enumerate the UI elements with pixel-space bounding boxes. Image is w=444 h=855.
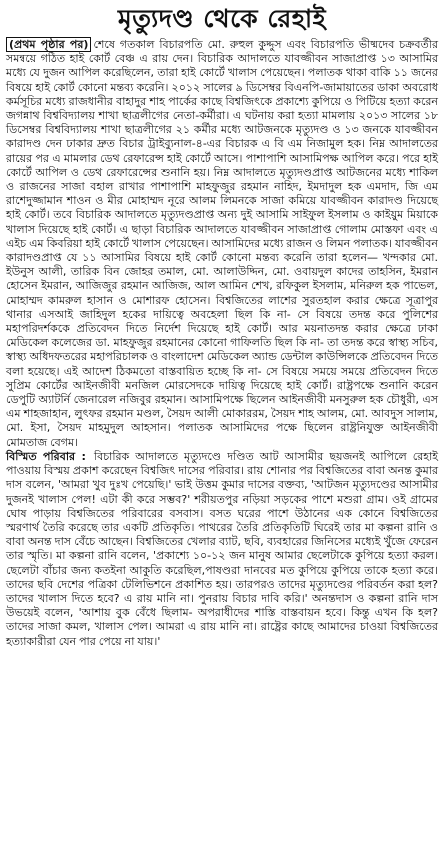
- section-lead: বিস্মিত পরিবার :: [6, 449, 86, 463]
- continued-from-page-label: (প্রথম পৃষ্ঠার পর): [6, 37, 91, 52]
- body-text-1: শেষে গতকাল বিচারপতি মো. রুহুল কুদ্দুস এবং বিচারপতি ভীষ্মদেব চক্রবর্তীর সমন্বয়ে গঠিত হাই কোর্ট বেঞ্চ এ রায় দেন। বিচারিক আদালতে যাবজ্জীবন সাজাপ্রাপ্ত ১৩ আসামির মধ্যে যে দুজন আপিল করেছিলেন, তারা হাই কোর্টে খালাস পেয়েছেন। পলাতক থাকা বাকি ১১ জনের বিষয়ে হাই কোর্ট কোনো মন্তব্য করেনি। ২০১২ সালের ৯ ডিসেম্বর বিএনপি-জামায়াতের ডাকা অবরোধ কর্মসূচির মধ্যে রাজধানীর বাহাদুর শাহ পার্কের কাছে বিশ্বজিৎকে প্রকাশ্যে কুপিয়ে ও পিটিয়ে হত্যা করেন জগন্নাথ বিশ্ববিদ্যালয় শাখা ছাত্রলীগের নেতা-কর্মীরা। এ ঘটনায় করা হত্যা মামলায় ২০১৩ সালের ১৮ ডিসেম্বর বিশ্ববিদ্যালয় শাখা ছাত্রলীগের ২১ কর্মীর মধ্যে আটজনকে মৃত্যুদণ্ড ও ১৩ জনকে যাবজ্জীবন কারাদণ্ড দেন ঢাকার দ্রুত বিচার ট্রাইব্যুনাল-৪-এর বিচারক এ বি এম নিজামুল হক। নিম্ন আদালতের রায়ের পর এ মামলার ডেথ রেফারেন্স হাই কোর্টে আসে। পাশাপাশি আসামিপক্ষ আপিল করে। পরে হাই কোর্টে আপিল ও ডেথ রেফারেন্সের শুনানি হয়। নিম্ন আদালতে মৃত্যুদণ্ডপ্রাপ্ত আটজনের মধ্যে শাকিল ও রাজনের সাজা বহাল রাখার পাশাপাশি মাহফুজুর রহমান নাহিদ, ইমদাদুল হক এমদাদ, জি এম রাশেদুজ্জামান শাওন ও মীর মোহাম্মদ নূরে আলম লিমনকে সাজা কমিয়ে যাবজ্জীবন কারাদণ্ড দিয়েছে হাই কোর্ট। তবে বিচারিক আদালতে মৃত্যুদণ্ডপ্রাপ্ত অন্য দুই আসামি সাইফুল ইসলাম ও কাইয়ুম মিয়াকে খালাস দিয়েছে হাই কোর্ট। এ ছাড়া বিচারিক আদালতে যাবজ্জীবন সাজাপ্রাপ্ত গোলাম মোস্তফা এবং এ এইচ এম কিবরিয়া হাই কোর্টে খালাস পেয়েছেন। আসামিদের মধ্যে রাজন ও লিমন পলাতক। যাবজ্জীবন কারাদণ্ডপ্রাপ্ত যে ১১ আসামির বিষয়ে হাই কোর্ট কোনো মন্তব্য করেনি তারা হলেন— খন্দকার মো. ইউনুস আলী, তারিক বিন জোহর তমাল, মো. আলাউদ্দিন, মো. ওবায়দুল কাদের তাহসিন, ইমরান হোসেন ইমরান, আজিজুর রহমান আজিজ, আল আমিন শেখ, রফিকুল ইসলাম, মনিরুল হক পাভেল, মোহাম্মদ কামরুল হাসান ও মোশারফ হোসেন। বিশ্বজিতের লাশের সুরতহাল করার ক্ষেত্রে সূত্রাপুর থানার এসআই জাহিদুল হকের দায়িত্বে অবহেলা ছিল কি না- সে বিষয়ে তদন্ত করে পুলিশের মহাপরিদর্শককে প্রতিবেদন দিতে নির্দেশ দিয়েছে হাই কোর্ট। আর ময়নাতদন্ত করার ক্ষেত্রে ঢাকা মেডিকেল কলেজের ডা. মাহফুজুর রহমানের কোনো গাফিলতি ছিল কি না- তা তদন্ত করে স্বাস্থ্য সচিব, স্বাস্থ্য অধিদফতরের মহাপরিচালক ও বাংলাদেশ মেডিকেল অ্যান্ড ডেন্টাল কাউন্সিলকে প্রতিবেদন দিতে বলা হয়েছে। এই আদেশ ঠিকমতো বাস্তবায়িত হচ্ছে কি না- সে বিষয়ে সময়ে সময়ে প্রতিবেদন দিতে সুপ্রিম কোর্টের আইনজীবী মনজিল মোরসেদকে দায়িত্ব দিয়েছে হাই কোর্ট। রাষ্ট্রপক্ষে শুনানি করেন ডেপুটি অ্যাটর্নি জেনারেল নজিবুর রহমান। আসামিপক্ষে ছিলেন আইনজীবী মনসুরুল হক চৌধুরী, এস এম শাহজাহান, লুৎফর রহমান মণ্ডল, সৈয়দ আলী মোকাররম, সৈয়দ শাহ আলম, মো. আবদুস সালাম, মো. ইসা, সৈয়দ মাহমুদুল আহসান। পলাতক আসামিদের পক্ষে ছিলেন রাষ্ট্রনিযুক্ত আইনজীবী মোমতাজ বেগম।: [6, 38, 438, 449]
- body-text-2: বিচারিক আদালতে মৃত্যুদণ্ডে দণ্ডিত আট আসামীর ছয়জনই আপিলে রেহাই পাওয়ায় বিস্ময় প্রকাশ করেছেন বিশ্বজিৎ দাসের পরিবার। রায় শোনার পর বিশ্বজিতের বাবা অনন্ত কুমার দাস বলেন, 'আমরা খুব দুঃখ পেয়েছি।' ভাই উত্তম কুমার দাসের বক্তব্য, 'আটজন মৃত্যুদণ্ডের আসামীর দুজনই খালাস পেল! এটা কী করে সম্ভব?' শরীয়তপুর নড়িয়া সড়কের পাশে মশুরা গ্রাম। ওই গ্রামের ঘোষ পাড়ায় বিশ্বজিতের পরিবারের বসবাস। বসত ঘরের পাশে উঠানের এক কোনে বিশ্বজিতের স্মরণার্থ তৈরি করেছে তার একটি প্রতিকৃতি। পাথরের তৈরি প্রতিকৃতিটি ঘিরেই তার মা কল্পনা রানি ও বাবা অনন্ত দাস বেঁচে আছেন। বিশ্বজিতের খেলার ব্যাট, ছবি, ব্যবহারের জিনিসের মধ্যেই খুঁজে ফেরেন তার স্মৃতি। মা কল্পনা রানি বলেন, 'প্রকাশ্যে ১০-১২ জন মানুষ আমার ছেলেটাকে কুপিয়ে হত্যা করল। ছেলেটা বাঁচার জন্য কতইনা আকুতি করেছিল,পাষণ্ডরা দানবের মত কুপিয়ে কুপিয়ে তাকে হত্যা করে। তাদের ছবি দেশের পত্রিকা টেলিভিশনে প্রকাশিত হয়। তারপরও তাদের মৃত্যুদণ্ডের পরিবর্তন করা হল? তাদের খালাস দিতে হবে? এ রায় মানি না। পুনরায় বিচার দাবি করি।' অনন্তদাস ও কল্পনা রানি দাস উভয়েই বলেন, 'আশায় বুক বেঁধে ছিলাম- অপরাধীদের শাস্তি বাস্তবায়ন হবে। কিন্তু এখন কি হল? তাদের সাজা কমল, খালাস পেল। আমরা এ রায় মানি না। রাষ্ট্রের কাছে আমাদের চাওয়া বিশ্বজিতের হত্যাকারীরা যেন পার পেয়ে না যায়।': [6, 449, 438, 648]
- article-body-paragraph-2: [6, 450, 438, 649]
- headline: মৃত্যুদণ্ড থেকে রেহাই: [117, 4, 327, 33]
- article-body-paragraph-1: [6, 38, 438, 450]
